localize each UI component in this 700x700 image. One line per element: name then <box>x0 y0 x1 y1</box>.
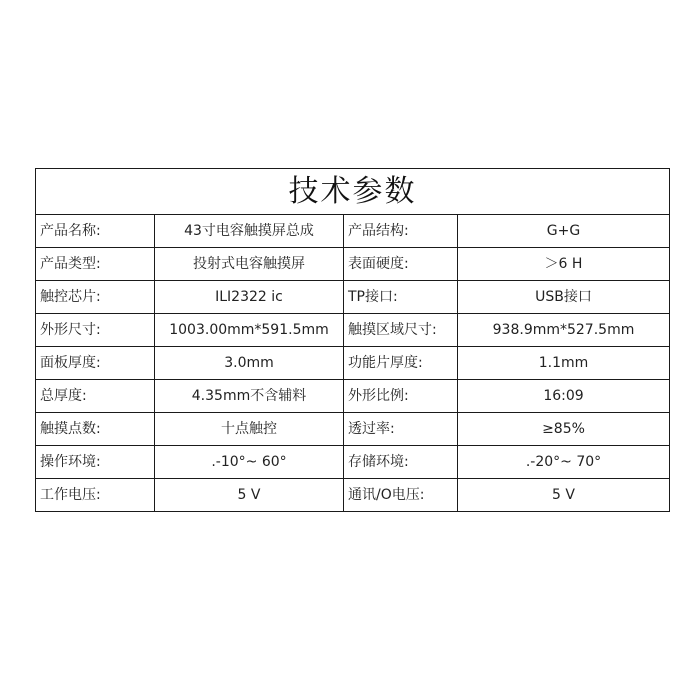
left-value: 43寸电容触摸屏总成 <box>155 215 344 248</box>
table-row <box>36 347 670 380</box>
left-value: 5 V <box>155 479 344 512</box>
left-value: 1003.00mm*591.5mm <box>155 314 344 347</box>
right-value: .-20°~ 70° <box>458 446 670 479</box>
table-row <box>36 281 670 314</box>
left-label: 触控芯片: <box>36 281 155 314</box>
table-title: 技术参数 <box>36 169 670 215</box>
right-label: TP接口: <box>344 281 458 314</box>
left-label: 面板厚度: <box>36 347 155 380</box>
right-label: 透过率: <box>344 413 458 446</box>
left-label: 操作环境: <box>36 446 155 479</box>
table-row <box>36 248 670 281</box>
right-value: 16:09 <box>458 380 670 413</box>
right-label: 触摸区域尺寸: <box>344 314 458 347</box>
table-row <box>36 314 670 347</box>
table-row <box>36 413 670 446</box>
table-row <box>36 446 670 479</box>
left-value: 4.35mm不含辅料 <box>155 380 344 413</box>
left-label: 外形尺寸: <box>36 314 155 347</box>
title-row <box>36 169 670 215</box>
right-label: 通讯/O电压: <box>344 479 458 512</box>
right-value: 5 V <box>458 479 670 512</box>
right-value: 1.1mm <box>458 347 670 380</box>
left-label: 工作电压: <box>36 479 155 512</box>
right-label: 功能片厚度: <box>344 347 458 380</box>
right-value: 938.9mm*527.5mm <box>458 314 670 347</box>
left-label: 产品类型: <box>36 248 155 281</box>
right-value: USB接口 <box>458 281 670 314</box>
left-label: 触摸点数: <box>36 413 155 446</box>
table-row <box>36 215 670 248</box>
left-value: .-10°~ 60° <box>155 446 344 479</box>
table-row <box>36 380 670 413</box>
right-label: 产品结构: <box>344 215 458 248</box>
left-value: 投射式电容触摸屏 <box>155 248 344 281</box>
spec-table <box>35 168 670 512</box>
left-value: 十点触控 <box>155 413 344 446</box>
right-label: 表面硬度: <box>344 248 458 281</box>
right-value: G+G <box>458 215 670 248</box>
left-value: ILI2322 ic <box>155 281 344 314</box>
right-label: 存储环境: <box>344 446 458 479</box>
left-label: 产品名称: <box>36 215 155 248</box>
right-label: 外形比例: <box>344 380 458 413</box>
right-value: ≥85% <box>458 413 670 446</box>
left-value: 3.0mm <box>155 347 344 380</box>
left-label: 总厚度: <box>36 380 155 413</box>
table-row <box>36 479 670 512</box>
right-value: ＞6 H <box>458 248 670 281</box>
